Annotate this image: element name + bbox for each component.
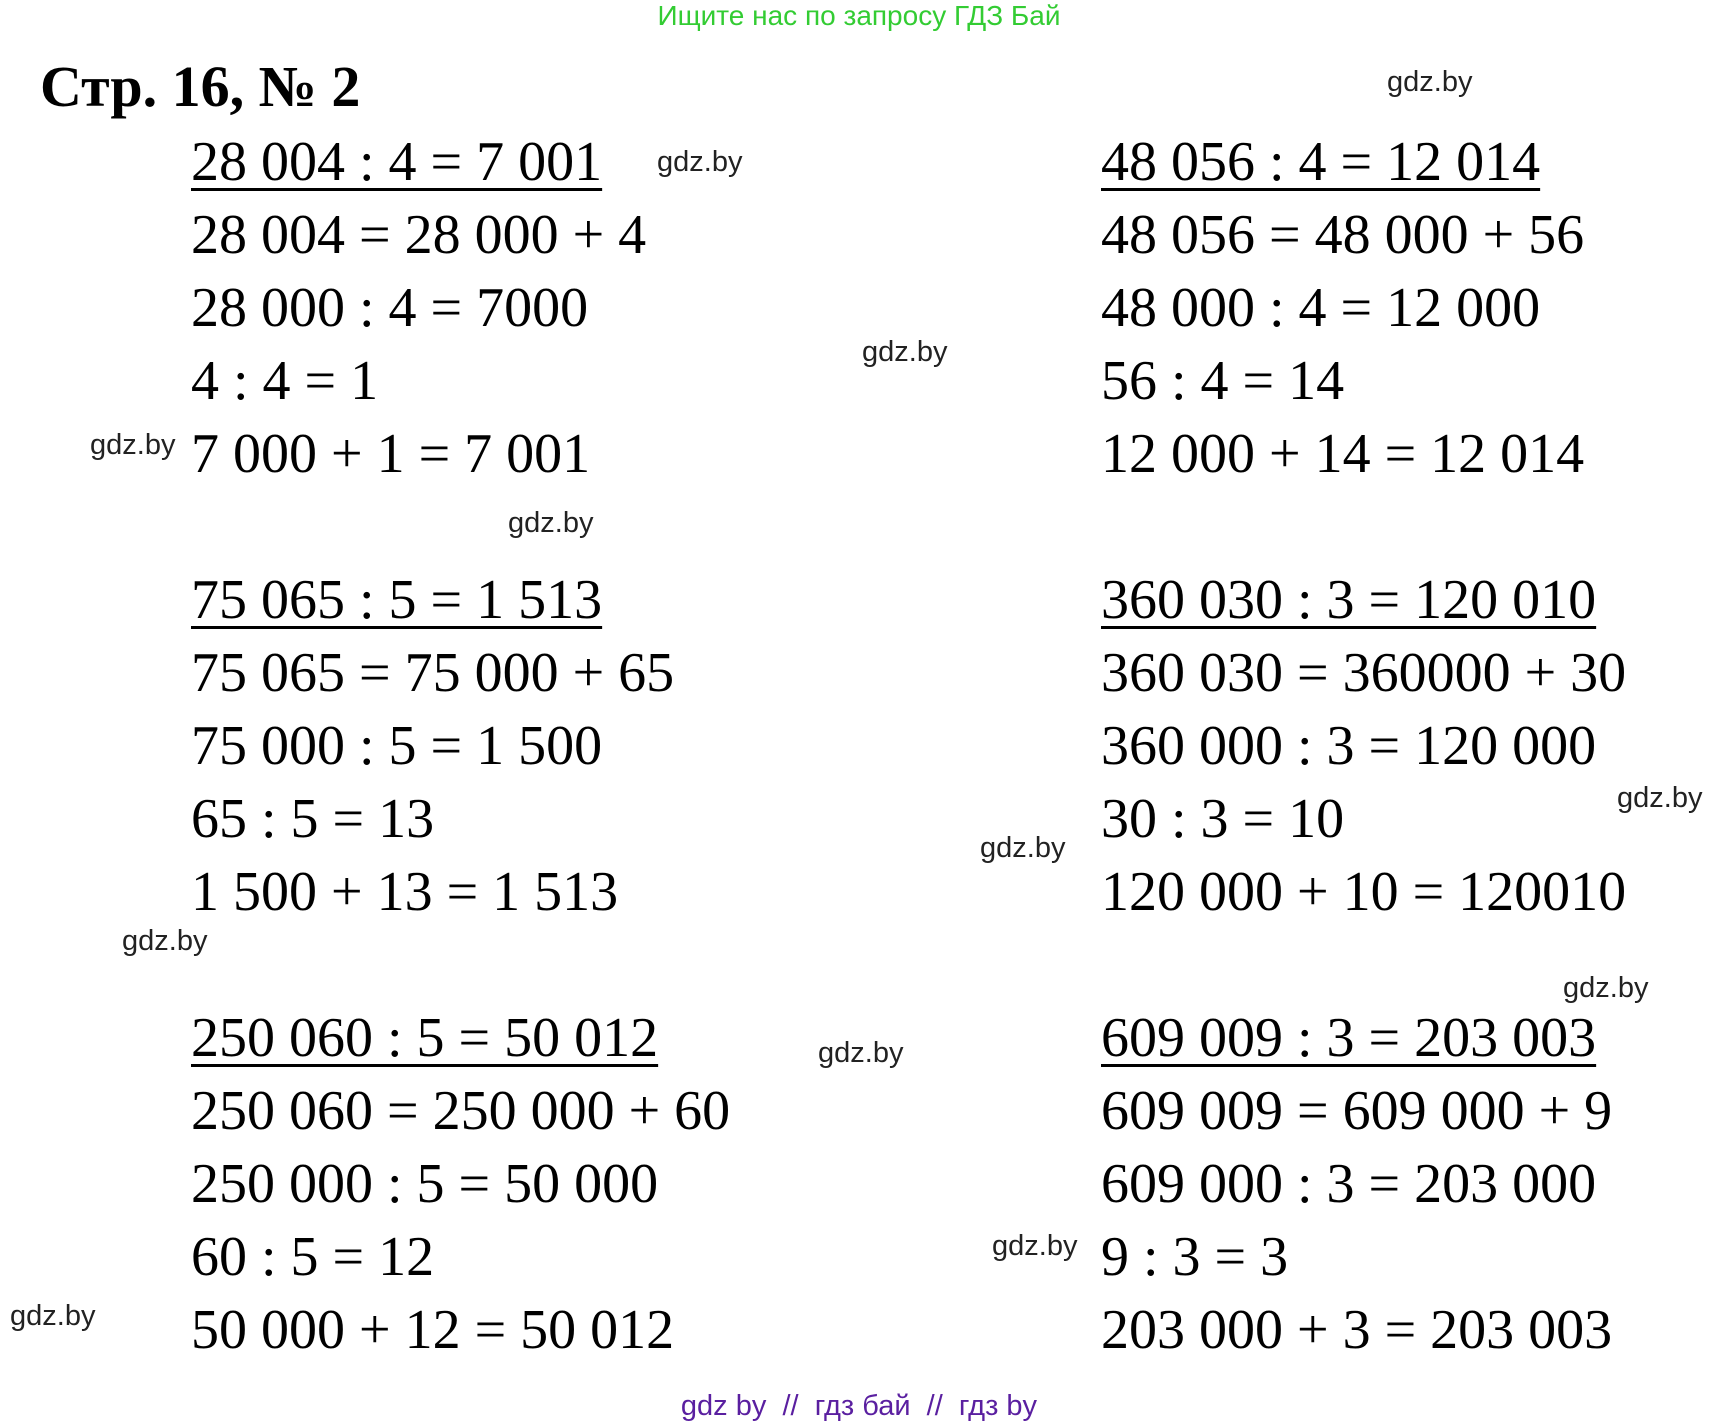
problem-4-step-1: 360 030 = 360000 + 30 (1101, 642, 1627, 704)
problem-3-equation: 75 065 : 5 = 1 513 (191, 569, 603, 631)
page-title: Стр. 16, № 2 (40, 54, 361, 119)
problem-1 (191, 126, 646, 491)
watermark: gdz.by (818, 1037, 904, 1069)
problem-2-equation: 48 056 : 4 = 12 014 (1101, 131, 1541, 193)
problem-6-step-4: 203 000 + 3 = 203 003 (1101, 1299, 1613, 1361)
problem-1-step-3: 4 : 4 = 1 (191, 350, 379, 412)
problem-4-equation: 360 030 : 3 = 120 010 (1101, 569, 1597, 631)
top-banner: Ищите нас по запросу ГДЗ Бай (657, 0, 1061, 31)
problem-6-step-1: 609 009 = 609 000 + 9 (1101, 1080, 1613, 1142)
watermark: gdz.by (992, 1230, 1078, 1262)
problem-6 (1101, 1002, 1612, 1367)
problem-3-step-4: 1 500 + 13 = 1 513 (191, 861, 619, 923)
bottom-banner: gdz by // гдз бай // гдз by (680, 1390, 1038, 1422)
problem-6-step-3: 9 : 3 = 3 (1101, 1226, 1289, 1288)
problem-2-step-3: 56 : 4 = 14 (1101, 350, 1345, 412)
problem-1-equation: 28 004 : 4 = 7 001 (191, 131, 603, 193)
problem-1-step-1: 28 004 = 28 000 + 4 (191, 204, 647, 266)
watermark: gdz.by (122, 925, 208, 957)
problem-3-step-3: 65 : 5 = 13 (191, 788, 435, 850)
watermark: gdz.by (90, 429, 176, 461)
problem-5-step-4: 50 000 + 12 = 50 012 (191, 1299, 675, 1361)
problem-3-step-2: 75 000 : 5 = 1 500 (191, 715, 603, 777)
problem-4-step-3: 30 : 3 = 10 (1101, 788, 1345, 850)
problem-3-step-1: 75 065 = 75 000 + 65 (191, 642, 675, 704)
problem-5-step-1: 250 060 = 250 000 + 60 (191, 1080, 731, 1142)
watermark: gdz.by (657, 146, 743, 178)
watermark: gdz.by (10, 1300, 96, 1332)
problem-1-step-2: 28 000 : 4 = 7000 (191, 277, 589, 339)
problem-2 (1101, 126, 1584, 491)
problem-4 (1101, 564, 1626, 929)
problem-2-step-4: 12 000 + 14 = 12 014 (1101, 423, 1585, 485)
watermark: gdz.by (862, 336, 948, 368)
problem-3 (191, 564, 674, 929)
problem-1-step-4: 7 000 + 1 = 7 001 (191, 423, 591, 485)
problem-5-step-3: 60 : 5 = 12 (191, 1226, 435, 1288)
watermark: gdz.by (508, 507, 594, 539)
problem-2-step-2: 48 000 : 4 = 12 000 (1101, 277, 1541, 339)
watermark: gdz.by (1563, 972, 1649, 1004)
problem-4-step-2: 360 000 : 3 = 120 000 (1101, 715, 1597, 777)
watermark: gdz.by (1617, 782, 1703, 814)
problem-4-step-4: 120 000 + 10 = 120010 (1101, 861, 1627, 923)
problem-6-equation: 609 009 : 3 = 203 003 (1101, 1007, 1597, 1069)
watermark: gdz.by (1387, 66, 1473, 98)
problem-6-step-2: 609 000 : 3 = 203 000 (1101, 1153, 1597, 1215)
problem-5-equation: 250 060 : 5 = 50 012 (191, 1007, 659, 1069)
watermark: gdz.by (980, 832, 1066, 864)
problem-2-step-1: 48 056 = 48 000 + 56 (1101, 204, 1585, 266)
problem-5 (191, 1002, 730, 1367)
problem-5-step-2: 250 000 : 5 = 50 000 (191, 1153, 659, 1215)
